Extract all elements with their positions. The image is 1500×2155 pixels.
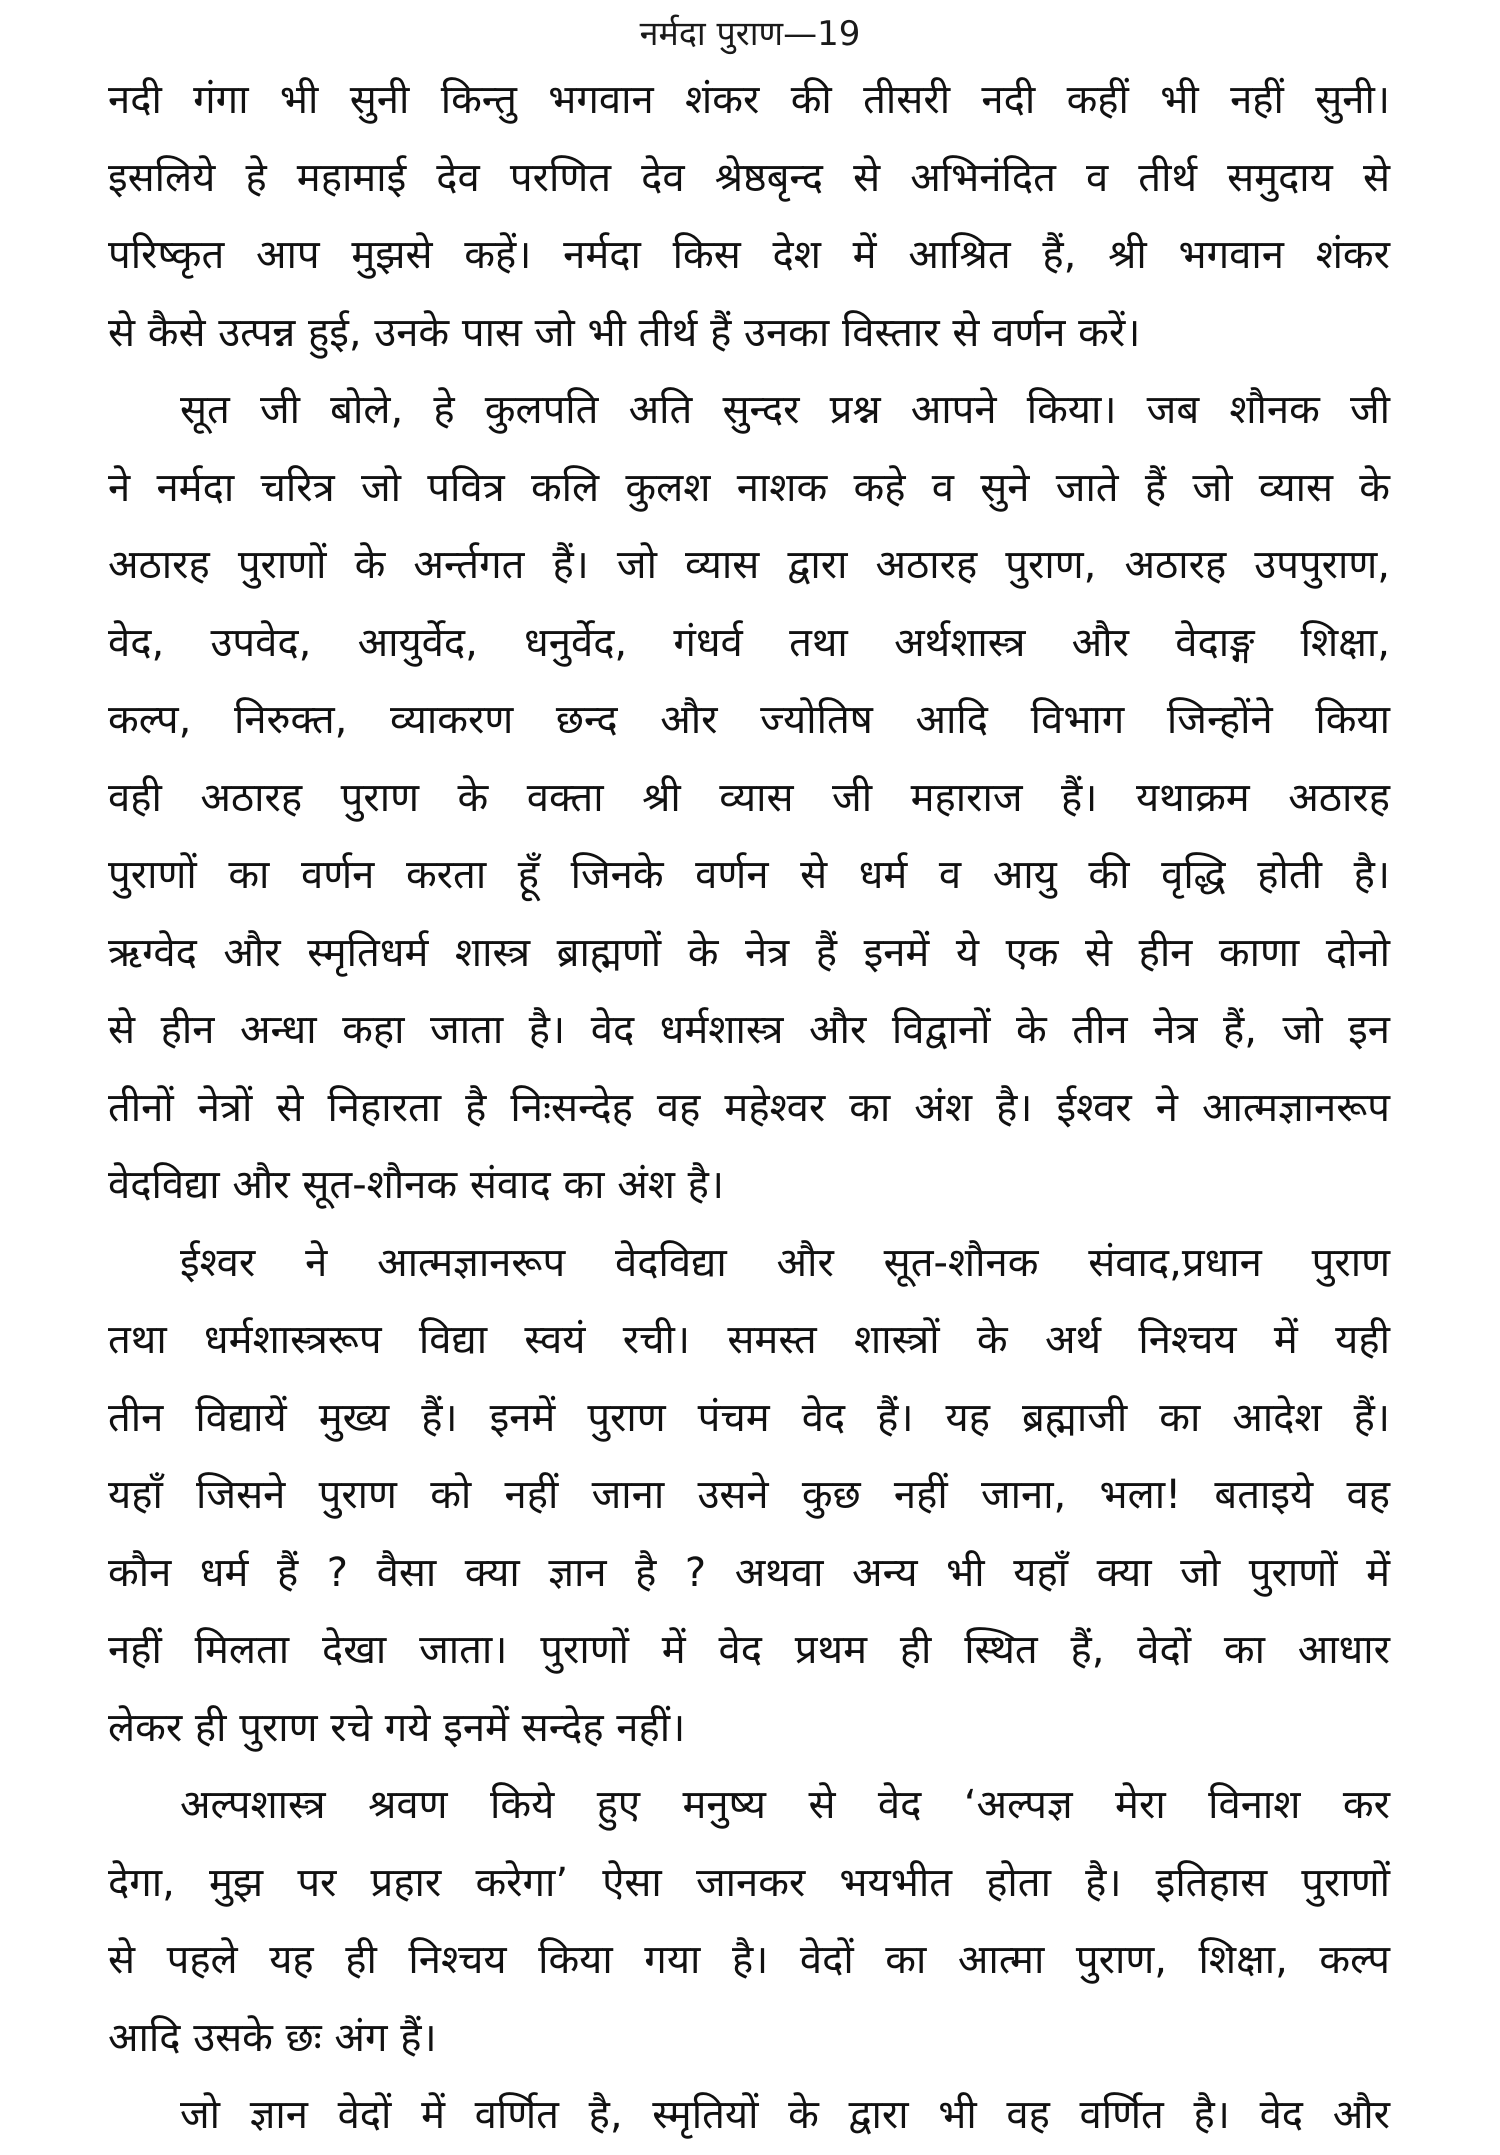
text-line: अठारह पुराणों के अर्न्तगत हैं। जो व्यास द्वारा अठारह पुराण, अठारह उपपुराण, [108,542,1390,588]
text-line: तीन विद्यायें मुख्य हैं। इनमें पुराण पंचम वेद हैं। यह ब्रह्माजी का आदेश हैं। [108,1394,1390,1441]
text-line: देगा, मुझ पर प्रहार करेगा’ ऐसा जानकर भयभीत होता है। इतिहास पुराणों [108,1859,1390,1906]
text-line: से कैसे उत्पन्न हुई, उनके पास जो भी तीर्थ हैं उनका विस्तार से वर्णन करें। [108,309,1141,356]
page-header: नर्मदा पुराण—19 [639,14,861,54]
paragraph-start-line: जो ज्ञान वेदों में वर्णित है, स्मृतियों के द्वारा भी वह वर्णित है। वेद और [180,2092,1390,2138]
text-line: से हीन अन्धा कहा जाता है। वेद धर्मशास्त्र और विद्वानों के तीन नेत्र हैं, जो इन [108,1007,1390,1053]
text-line: तथा धर्मशास्त्ररूप विद्या स्वयं रची। समस्त शास्त्रों के अर्थ निश्चय में यही [108,1317,1390,1363]
text-line: इसलिये हे महामाई देव परणित देव श्रेष्ठबृन्द से अभिनंदित व तीर्थ समुदाय से [108,154,1390,201]
text-line: वही अठारह पुराण के वक्ता श्री व्यास जी महाराज हैं। यथाक्रम अठारह [108,774,1390,821]
paragraph-start-line: सूत जी बोले, हे कुलपति अति सुन्दर प्रश्न आपने किया। जब शौनक जी [180,387,1390,433]
text-line: से पहले यह ही निश्चय किया गया है। वेदों का आत्मा पुराण, शिक्षा, कल्प [108,1937,1390,1983]
text-line: पुराणों का वर्णन करता हूँ जिनके वर्णन से धर्म व आयु की वृद्धि होती है। [108,852,1390,898]
text-line: कल्प, निरुक्त, व्याकरण छन्द और ज्योतिष आदि विभाग जिन्होंने किया [108,697,1390,743]
text-line: परिष्कृत आप मुझसे कहें। नर्मदा किस देश में आश्रित हैं, श्री भगवान शंकर [108,232,1390,278]
text-line: वेदविद्या और सूत-शौनक संवाद का अंश है। [108,1162,725,1208]
text-line: कौन धर्म हैं ? वैसा क्या ज्ञान है ? अथवा अन्य भी यहाँ क्या जो पुराणों में [108,1549,1390,1596]
text-line: आदि उसके छः अंग हैं। [108,2014,437,2061]
text-line: ऋग्वेद और स्मृतिधर्म शास्त्र ब्राह्मणों के नेत्र हैं इनमें ये एक से हीन काणा दोनो [108,929,1390,976]
paragraph-start-line: ईश्वर ने आत्मज्ञानरूप वेदविद्या और सूत-शौनक संवाद,प्रधान पुराण [180,1239,1390,1286]
text-line: नहीं मिलता देखा जाता। पुराणों में वेद प्रथम ही स्थित हैं, वेदों का आधार [108,1627,1390,1673]
text-line: वेद, उपवेद, आयुर्वेद, धनुर्वेद, गंधर्व तथा अर्थशास्त्र और वेदाङ्ग शिक्षा, [108,619,1390,666]
text-line: यहाँ जिसने पुराण को नहीं जाना उसने कुछ नहीं जाना, भला! बताइये वह [108,1472,1390,1518]
paragraph-start-line: अल्पशास्त्र श्रवण किये हुए मनुष्य से वेद ‘अल्पज्ञ मेरा विनाश कर [180,1782,1390,1828]
text-line: लेकर ही पुराण रचे गये इनमें सन्देह नहीं। [108,1704,686,1751]
text-line: तीनों नेत्रों से निहारता है निःसन्देह वह महेश्वर का अंश है। ईश्वर ने आत्मज्ञानरूप [108,1084,1390,1131]
body-text [108,62,1390,2155]
text-line: नदी गंगा भी सुनी किन्तु भगवान शंकर की तीसरी नदी कहीं भी नहीं सुनी। [108,77,1390,123]
text-line: ने नर्मदा चरित्र जो पवित्र कलि कुलश नाशक कहे व सुने जाते हैं जो व्यास के [108,464,1390,511]
